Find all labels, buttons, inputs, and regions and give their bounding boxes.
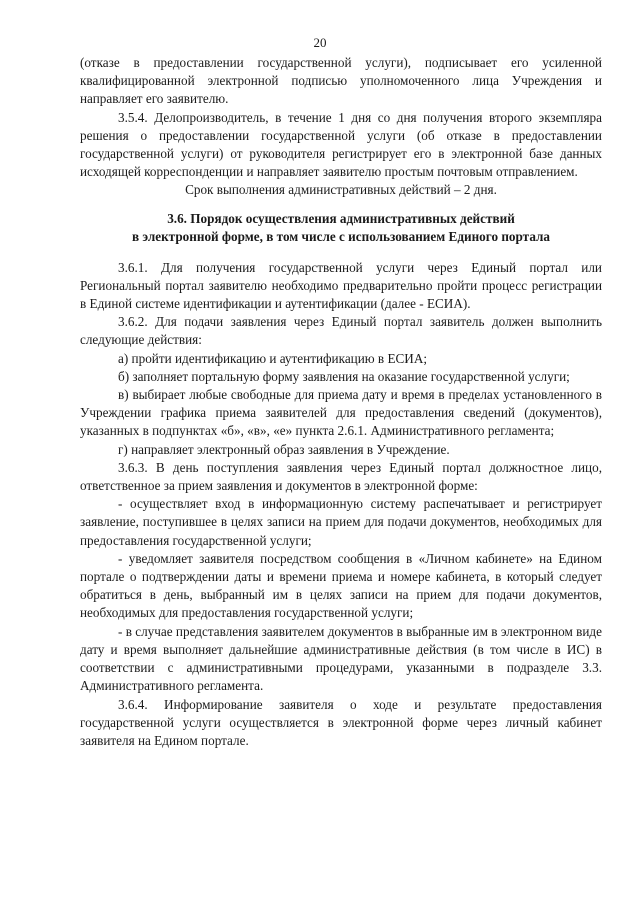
section-heading-3-6 — [80, 210, 602, 246]
paragraph-3-6-3: 3.6.3. В день поступления заявления через Единый портал должностное лицо, ответственное за прием заявления и документов в электронной форме: — [80, 459, 602, 494]
paragraph-3-6-4: 3.6.4. Информирование заявителя о ходе и результате предоставления государственной услуги осуществляется в электронной форме через личный кабинет заявителя на Едином портале. — [80, 696, 602, 748]
document-body — [80, 54, 602, 750]
paragraph-deadline: Срок выполнения административных действий – 2 дня. — [185, 182, 497, 198]
list-item-b: б) заполняет портальную форму заявления на оказание государственной услуги; — [118, 368, 570, 384]
paragraph-3-6-1: 3.6.1. Для получения государственной услуги через Единый портал или Региональный портал заявителю необходимо предварительно пройти процесс регистрации в Единой системе идентификации и аутентификации (далее - ЕСИА). — [80, 259, 602, 312]
list-item-g: г) направляет электронный образ заявления в Учреждение. — [118, 441, 450, 457]
section-heading-line-2: в электронной форме, в том числе с использованием Единого портала — [131, 228, 551, 244]
list-item-v: в) выбирает любые свободные для приема дату и время в пределах установленного в Учреждении графика приема заявителей для предоставления сведений (документов), указанных в подпунктах «б», «в», «е» пункта 2.6.1. Административного регламента; — [80, 387, 602, 439]
section-heading-line-1: 3.6. Порядок осуществления административных действий — [167, 210, 515, 226]
list-item-a: а) пройти идентификацию и аутентификацию в ЕСИА; — [118, 350, 428, 366]
bullet-item-notify: - уведомляет заявителя посредством сообщения в «Личном кабинете» на Едином портале о подтверждении даты и времени приема и номере кабинета, в который следует обратиться в день, выбранный им в целях записи на прием для подачи документов, необходимых для предоставления государственной услуги; — [80, 550, 602, 621]
bullet-item-further-actions: - в случае представления заявителем документов в выбранные им в электронном виде дату и время выполняет дальнейшие административные действия (в том числе в ИС) в соответствии с административными процедурами, указанными в подразделе 3.3. Административного регламента. — [80, 623, 602, 694]
page-number: 20 — [313, 35, 327, 50]
paragraph-3-5-4: 3.5.4. Делопроизводитель, в течение 1 дня со дня получения второго экземпляра решения о предоставлении государственной услуги (об отказе в предоставлении государственной услуги) от руководителя регистрирует его в электронной базе данных исходящей корреспонденции и направляет заявителю простым почтовым отправлением. — [80, 109, 602, 180]
bullet-item-login: - осуществляет вход в информационную систему распечатывает и регистрирует заявление, поступившее в целях записи на прием для подачи документов, необходимых для предоставления государственной услуги; — [80, 496, 602, 548]
paragraph-3-6-2: 3.6.2. Для подачи заявления через Единый портал заявитель должен выполнить следующие действия: — [80, 314, 602, 348]
paragraph-continuation: (отказе в предоставлении государственной услуги), подписывает его усиленной квалифицированной электронной подписью уполномоченного лица Учреждения и направляет его заявителю. — [80, 55, 602, 107]
